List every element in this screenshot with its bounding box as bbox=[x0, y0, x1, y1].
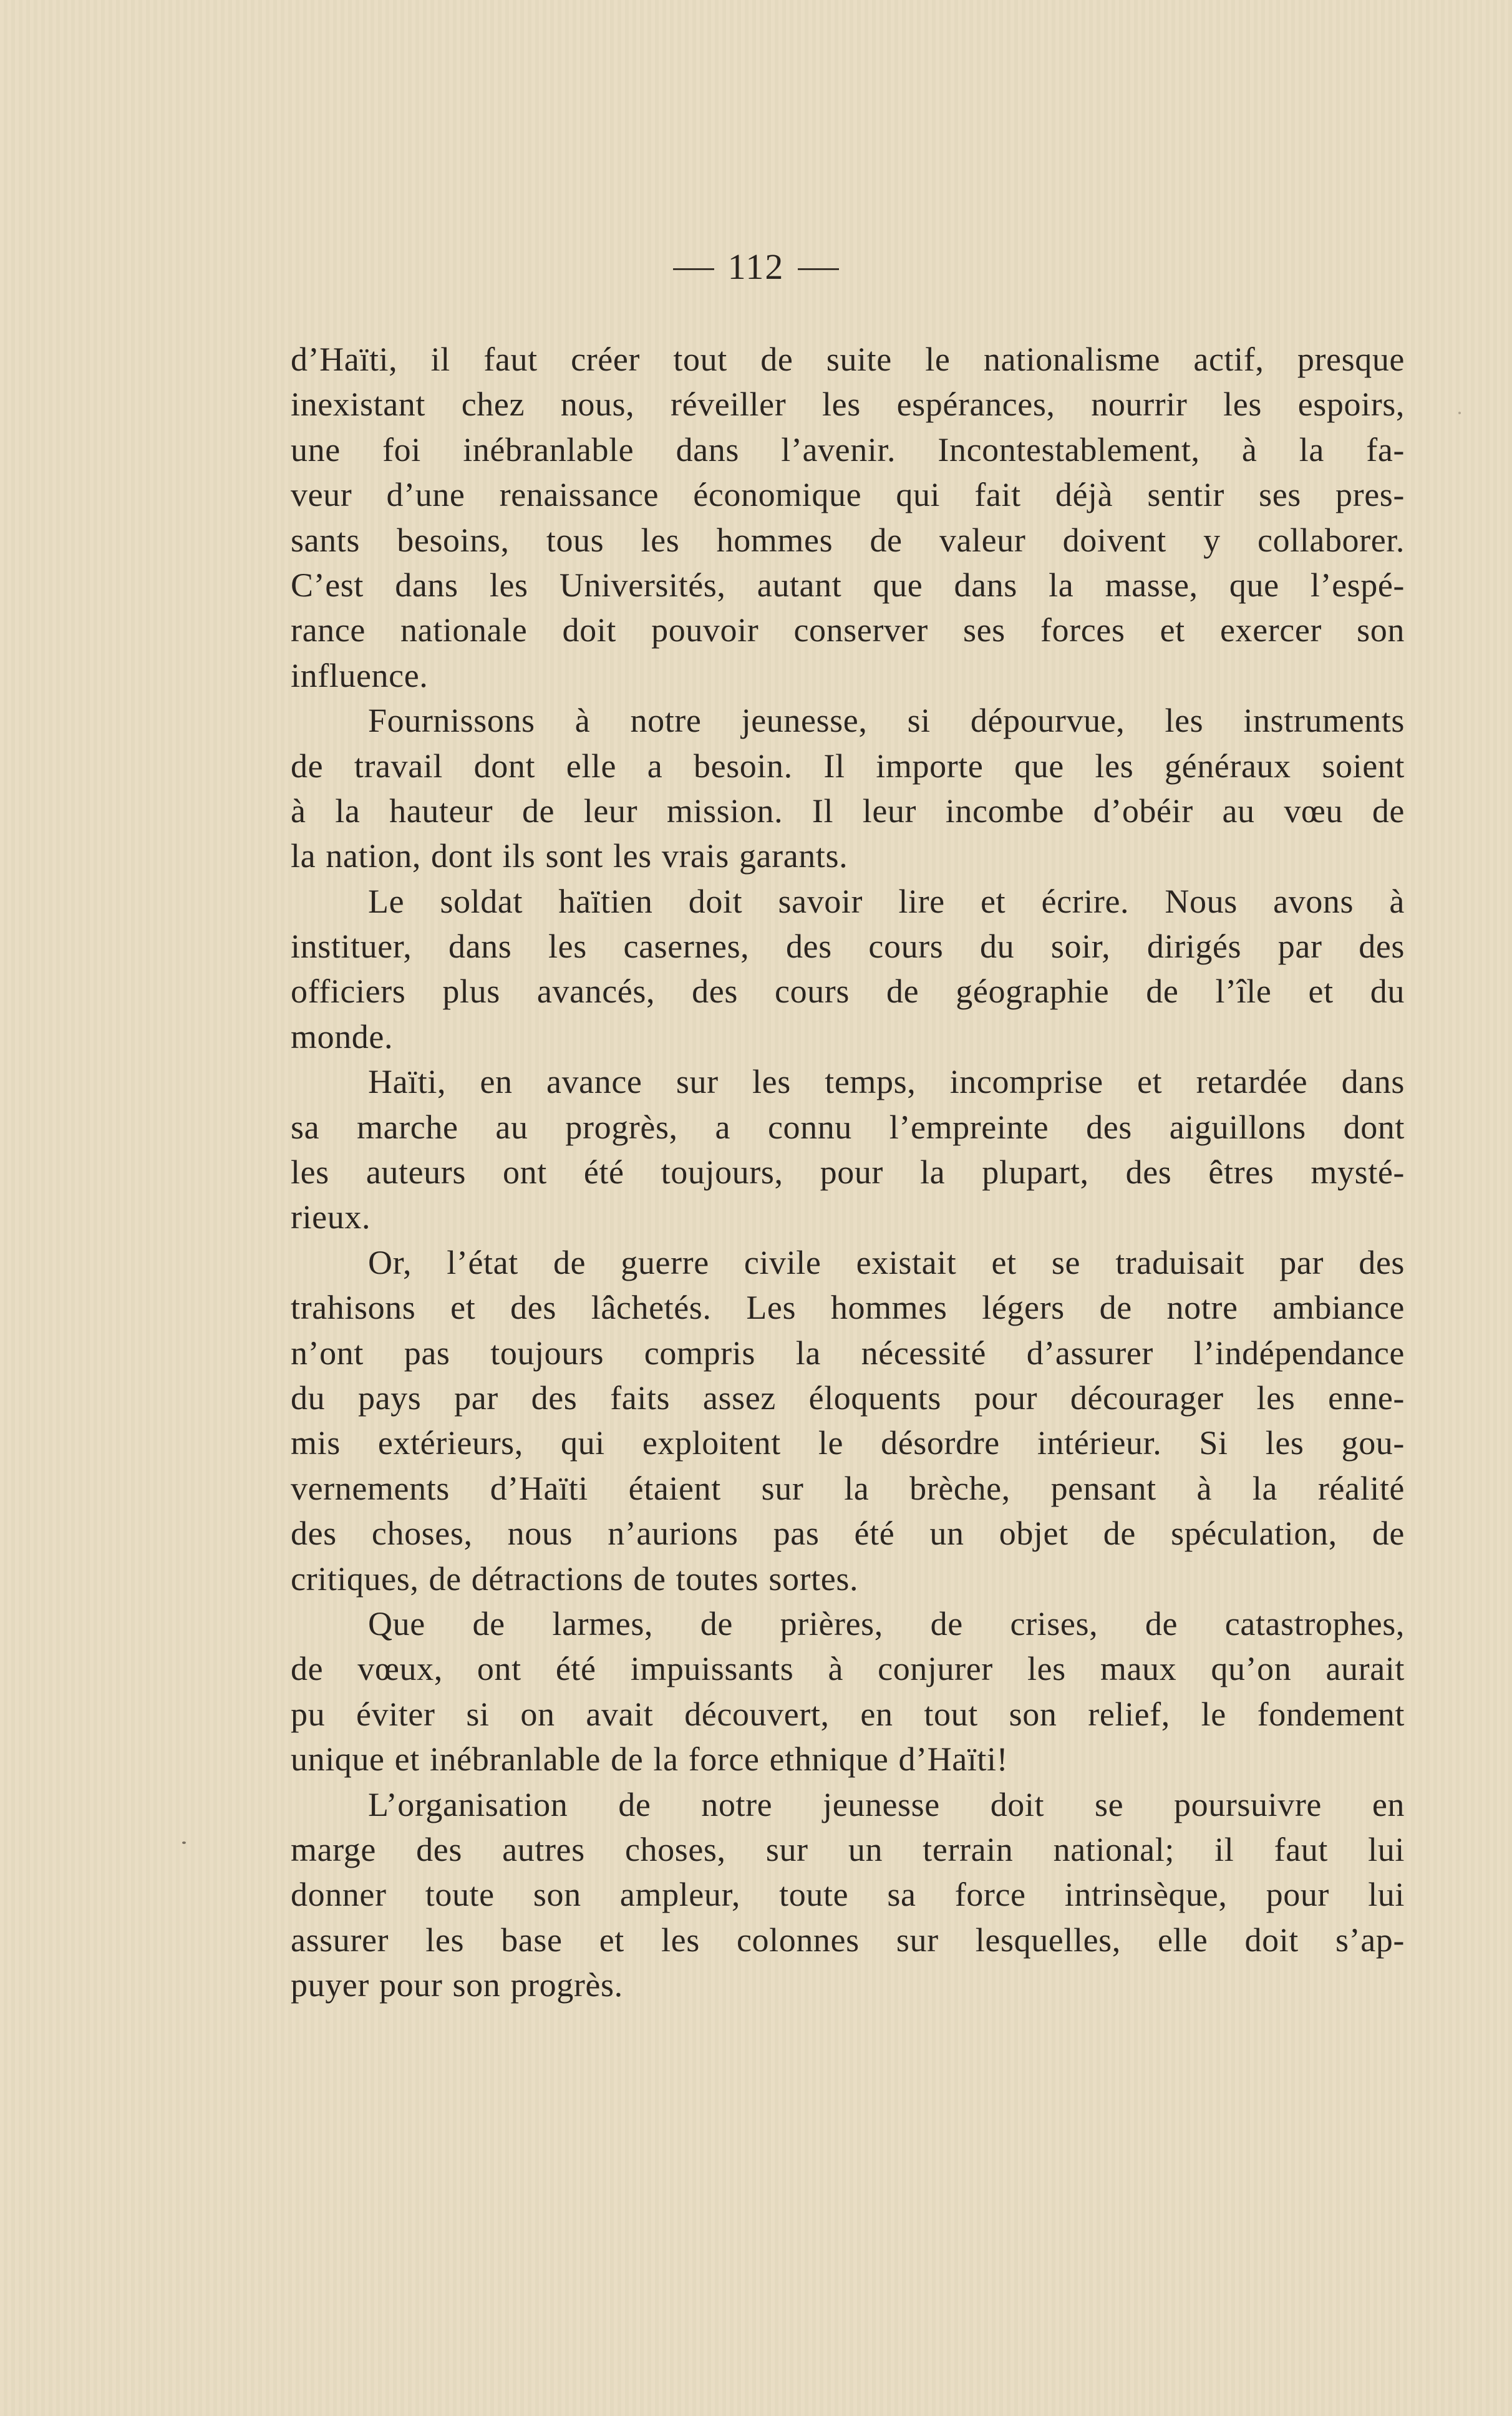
text-line: des choses, nous n’aurions pas été un objet de spéculation, de bbox=[291, 1515, 1405, 1553]
text-line: pu éviter si on avait découvert, en tout son relief, le fondement bbox=[291, 1695, 1405, 1733]
text-line: Le soldat haïtien doit savoir lire et écrire. Nous avons à bbox=[368, 882, 1405, 920]
text-line: de vœux, ont été impuissants à conjurer les maux qu’on aurait bbox=[291, 1650, 1405, 1688]
text-line: vernements d’Haïti étaient sur la brèche, pensant à la réalité bbox=[291, 1469, 1405, 1507]
body-text bbox=[291, 337, 1405, 2007]
page-number bbox=[0, 245, 1512, 289]
text-line: sants besoins, tous les hommes de valeur doivent y collaborer. bbox=[291, 521, 1405, 559]
text-line: à la hauteur de leur mission. Il leur incombe d’obéir au vœu de bbox=[291, 792, 1405, 830]
text-line: donner toute son ampleur, toute sa force intrinsèque, pour lui bbox=[291, 1876, 1405, 1914]
text-line: L’organisation de notre jeunesse doit se poursuivre en bbox=[368, 1785, 1405, 1823]
paragraph bbox=[291, 1601, 1405, 1782]
text-line: les auteurs ont été toujours, pour la plupart, des êtres mysté- bbox=[291, 1153, 1405, 1191]
text-line: marge des autres choses, sur un terrain national; il faut lui bbox=[291, 1830, 1405, 1868]
paragraph bbox=[291, 879, 1405, 1060]
text-line: monde. bbox=[291, 1017, 394, 1055]
text-line: inexistant chez nous, réveiller les espérances, nourrir les espoirs, bbox=[291, 386, 1405, 424]
page-number-text: 112 bbox=[727, 246, 785, 287]
text-line: de travail dont elle a besoin. Il importe que les généraux soient bbox=[291, 747, 1405, 785]
paper-speck bbox=[182, 1841, 186, 1844]
text-line: veur d’une renaissance économique qui fait déjà sentir ses pres- bbox=[291, 476, 1405, 514]
text-line: rieux. bbox=[291, 1198, 371, 1236]
paragraph bbox=[291, 1240, 1405, 1601]
text-line: une foi inébranlable dans l’avenir. Incontestablement, à la fa- bbox=[291, 430, 1405, 468]
text-line: sa marche au progrès, a connu l’empreinte des aiguillons dont bbox=[291, 1108, 1405, 1146]
text-line: mis extérieurs, qui exploitent le désordre intérieur. Si les gou- bbox=[291, 1424, 1405, 1462]
paragraph bbox=[291, 1782, 1405, 2008]
text-line: n’ont pas toujours compris la nécessité d’assurer l’indépendance bbox=[291, 1334, 1405, 1372]
em-dash-right bbox=[798, 268, 839, 270]
text-line: rance nationale doit pouvoir conserver ses forces et exercer son bbox=[291, 611, 1405, 649]
text-line: trahisons et des lâchetés. Les hommes légers de notre ambiance bbox=[291, 1289, 1405, 1327]
text-line: la nation, dont ils sont les vrais garants. bbox=[291, 837, 848, 875]
text-line: critiques, de détractions de toutes sortes. bbox=[291, 1560, 859, 1598]
text-line: du pays par des faits assez éloquents pour décourager les enne- bbox=[291, 1379, 1405, 1417]
paragraph bbox=[291, 1059, 1405, 1240]
paper-speck bbox=[1458, 412, 1461, 414]
paragraph bbox=[291, 698, 1405, 879]
em-dash-left bbox=[673, 268, 714, 270]
text-line: puyer pour son progrès. bbox=[291, 1966, 623, 2004]
text-line: Fournissons à notre jeunesse, si dépourvue, les instruments bbox=[368, 702, 1405, 740]
text-line: instituer, dans les casernes, des cours du soir, dirigés par des bbox=[291, 928, 1405, 966]
text-line: Or, l’état de guerre civile existait et se traduisait par des bbox=[368, 1243, 1405, 1281]
paragraph bbox=[291, 337, 1405, 698]
text-line: assurer les base et les colonnes sur lesquelles, elle doit s’ap- bbox=[291, 1921, 1405, 1959]
text-line: influence. bbox=[291, 656, 429, 694]
text-line: unique et inébranlable de la force ethnique d’Haïti! bbox=[291, 1740, 1009, 1778]
text-line: Que de larmes, de prières, de crises, de catastrophes, bbox=[368, 1604, 1405, 1642]
text-line: C’est dans les Universités, autant que dans la masse, que l’espé- bbox=[291, 566, 1405, 604]
text-line: Haïti, en avance sur les temps, incomprise et retardée dans bbox=[368, 1063, 1405, 1101]
text-line: officiers plus avancés, des cours de géographie de l’île et du bbox=[291, 973, 1405, 1011]
text-line: d’Haïti, il faut créer tout de suite le nationalisme actif, presque bbox=[291, 341, 1405, 378]
